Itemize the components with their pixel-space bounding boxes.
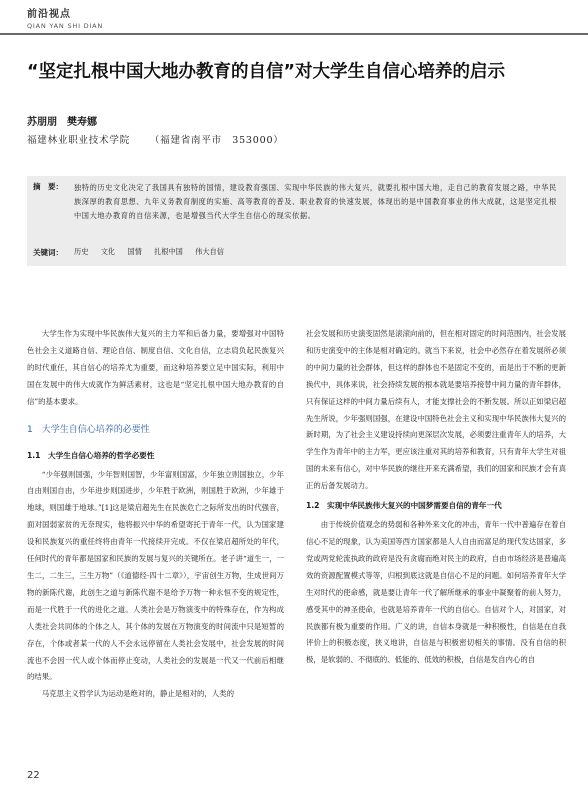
body-paragraph: 社会发展和历史演变固然是滚滚向前的，但在相对固定的时间范围内，社会发展和历史演变中的主体是相对确定的。就当下来说，社会中必然存在着发展所必须的中间力量的社会群体，但这样的群体也不是固定不变的，而是出于不断的更新换代中，具体来说，社会持续发展的根本就是要培养接替中间力量的青年群体，只有保证这样的中间力量后续有人，才能支撑社会的不断发展。所以正如梁启超先生所说，少年强则国强，在建设中国特色社会主义和实现中华民族伟大复兴的新时期，为了社会主义建设持续向更深层次发展，必须要注重青年人的培养，大学生作为青年中的主力军，更应该注重对其的培养和教育，只有青年大学生对祖国的未来有信心，对中华民族的继往开来充满希望，我们的国家和民族才会有真正的后备发展动力。 <box>306 329 566 491</box>
body-paragraph: “少年强则国强，少年智则国智，少年富则国富，少年独立则国独立，少年自由则国自由，少年进步则国进步，少年胜于欧洲，则国胜于欧洲，少年雄于地球，则国雄于地球。”[1]这是梁启超先生在民族危亡之际所发出的时代强音，面对国弱家贫的无奈现实，他将振兴中华的希望寄托于青年一代，认为国家建设和民族复兴的重任终将由青年一代接续开完成。不仅在梁启超所处的年代，任何时代的青年都是国家和民族的发展与复兴的关键所在。老子讲“道生一，一生二，二生三，三生万物”（《道德经·四十二章》），宇宙创生万物，生成世间万物的新陈代谢，此创生之道与新陈代谢不是给予万物一种永恒不变的规定性，而是一代胜于一代的进化之道。人类社会是万物演变中的特殊存在，作为构成人类社会共同体的个体之人，其个体的发展在万物演变的时间流中只是短暂的存在，个体或者某一代的人不会永远停留在人类社会发展中，社会发展的时间流也不会因一代人或个体而停止变动，人类社会的发展是一代又一代前后相继的结果。 <box>27 469 284 682</box>
keywords-label: 关键词： <box>33 248 63 257</box>
right-column <box>306 326 566 669</box>
page-number: 22 <box>27 770 40 781</box>
article-title: “坚定扎根中国大地办教育的自信”对大学生自信心培养的启示 <box>27 62 506 82</box>
abstract-box <box>27 176 566 266</box>
affiliation-org: 福建林业职业技术学院 <box>27 135 131 146</box>
authors: 苏朋朋 樊寿娜 <box>27 117 97 128</box>
subsection-heading: 1.2 实现中华民族伟大复兴的中国梦需要自信的青年一代 <box>306 501 502 511</box>
keyword: 伟大自信 <box>195 247 224 256</box>
header-divider <box>0 33 588 35</box>
keyword: 扎根中国 <box>154 247 183 256</box>
body-paragraph: 大学生作为实现中华民族伟大复兴的主力军和后备力量，要增强对中国特色社会主义道路自信、理论自信、制度自信、文化自信，立志肩负起民族复兴的时代重任，其自信心的培养尤为重要，而这种培养要立足中国实际，利用中国在发展中的伟大成就作为鲜活素材，这也是“坚定扎根中国大地办教育的自信”的基本要求。 <box>27 329 284 406</box>
left-column <box>27 326 284 703</box>
affiliation-location: （福建省南平市 353000） <box>149 135 284 146</box>
column-name: 前沿视点 <box>27 9 71 20</box>
abstract-text: 独特的历史文化决定了我国具有独特的国情，建设教育强国、实现中华民族的伟大复兴，就要扎根中国大地，走自己的教育发展之路，中华民族深厚的教育思想、九年义务教育制度的实施、高等教育的普及、职业教育的快速发展，体现出的是中国教育事业的伟大成就，这是坚定扎根中国大地办教育的自信来源，也是增强当代大学生自信心的现实依据。 <box>74 183 557 220</box>
column-header <box>27 8 103 30</box>
keyword: 历史 <box>74 247 89 256</box>
column-pinyin: QIAN YAN SHI DIAN <box>27 22 104 30</box>
keyword: 文化 <box>100 247 116 256</box>
body-paragraph: 马克思主义哲学认为运动是绝对的，静止是相对的，人类的 <box>41 689 234 699</box>
abstract-label: 摘 要： <box>33 182 63 191</box>
keywords <box>74 247 234 257</box>
section-heading: 1 大学生自信心培养的必要性 <box>27 424 150 435</box>
body-paragraph: 由于传统价值观念的势弱和各种外来文化的冲击，青年一代中普遍存在着自信心不足的现象，认为美国等西方国家都是人人自由而富足的现代发达国家，多党或两党轮流执政的政府是没有贪腐而绝对民主的政府，自由市场经济是普遍高效的资源配置模式等等，归根到底这就是自信心不足的问题。如何培养青年大学生对时代的使命感，就是要让青年一代了解所继承的事业中凝聚着的前人努力，感受其中的神圣使命，也就是培养青年一代的自信心。自信对个人，对国家，对民族都有极为重要的作用。广义的讲，自信本身就是一种积极性，自信是在自我评价上的积极态度，狭义地讲，自信是与积极密切相关的事情。没有自信的积极，是软弱的、不彻底的、低能的、低效的积极，自信是发自内心的自 <box>306 520 566 665</box>
affiliation <box>27 132 300 146</box>
keyword: 国情 <box>127 247 142 256</box>
subsection-heading: 1.1 大学生自信心培养的哲学必要性 <box>27 450 155 460</box>
